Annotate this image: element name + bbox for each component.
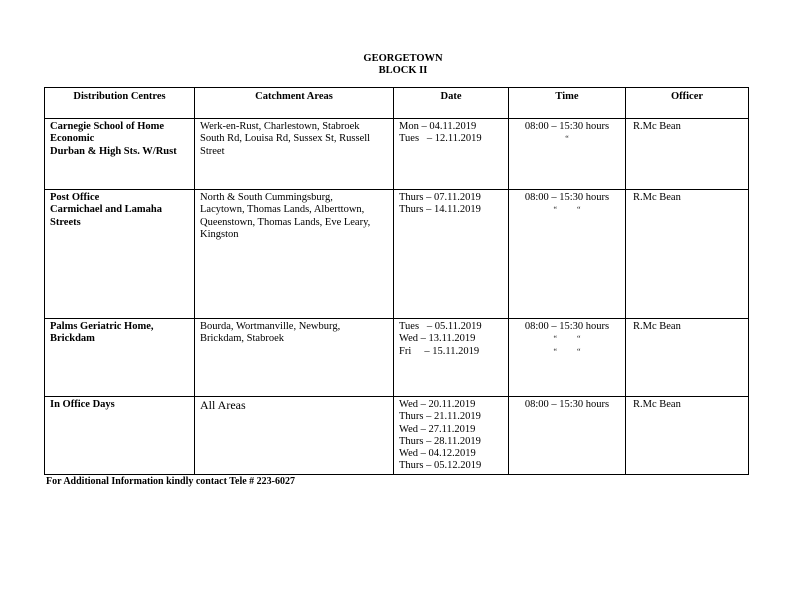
area-line: Brickdam, Stabroek <box>200 333 284 345</box>
area-line: Kingston <box>200 228 239 240</box>
date-line: Thurs – 07.11.2019 <box>399 192 481 203</box>
area-line: Queenstown, Thomas Lands, Eve Leary, <box>200 216 371 228</box>
date-line: Wed – 13.11.2019 <box>399 333 476 345</box>
date-line: Thurs – 28.11.2019 <box>399 435 481 447</box>
date-line: Mon – 04.11.2019 <box>399 121 477 132</box>
officer-cell <box>626 190 749 319</box>
area-line: Street <box>200 145 225 157</box>
area-line: Lacytown, Thomas Lands, Alberttown, <box>200 204 365 216</box>
ditto-mark: “ “ <box>553 205 581 215</box>
area-line: All Areas <box>200 398 246 412</box>
centre-line: Streets <box>50 216 81 228</box>
centre-line: Post Office <box>50 192 100 203</box>
officer-name: R.Mc Bean <box>633 192 681 203</box>
column-header-date: Date <box>394 88 509 119</box>
officer-name: R.Mc Bean <box>633 399 681 410</box>
document-subtitle: BLOCK II <box>378 65 428 76</box>
table-row <box>45 190 749 319</box>
column-header-officer: Officer <box>626 88 749 119</box>
date-line: Thurs – 14.11.2019 <box>399 204 481 216</box>
centre-line: Carmichael and Lamaha <box>50 204 163 216</box>
distribution-schedule-table <box>44 87 749 475</box>
centre-line: Economic <box>50 133 95 145</box>
catchment-areas-cell <box>195 190 394 319</box>
table-row <box>45 119 749 190</box>
distribution-centre-cell <box>45 397 195 475</box>
time-line: 08:00 – 15:30 hours <box>524 399 610 410</box>
date-line: Thurs – 05.12.2019 <box>399 460 482 472</box>
date-line: Wed – 04.12.2019 <box>399 448 476 460</box>
officer-cell <box>626 397 749 475</box>
date-line: Tues – 05.11.2019 <box>399 321 482 332</box>
officer-cell <box>626 119 749 190</box>
catchment-areas-cell <box>195 119 394 190</box>
date-cell <box>394 119 509 190</box>
document-title: GEORGETOWN <box>363 53 443 64</box>
centre-line: Carnegie School of Home <box>50 121 165 132</box>
ditto-mark: “ “ <box>553 334 581 344</box>
time-line: 08:00 – 15:30 hours <box>524 321 610 332</box>
date-cell <box>394 319 509 397</box>
contact-footer: For Additional Information kindly contact Tele # 223-6027 <box>46 476 296 487</box>
area-line: Werk-en-Rust, Charlestown, Stabroek <box>200 121 360 132</box>
time-cell <box>509 319 626 397</box>
date-line: Wed – 27.11.2019 <box>399 423 476 435</box>
column-header-distribution-centres: Distribution Centres <box>45 88 195 119</box>
officer-name: R.Mc Bean <box>633 321 681 332</box>
date-line: Tues – 12.11.2019 <box>399 133 482 145</box>
ditto-mark: “ <box>565 134 569 144</box>
time-cell <box>509 397 626 475</box>
table-header-row <box>45 88 749 119</box>
time-line: 08:00 – 15:30 hours <box>524 121 610 132</box>
table-row <box>45 397 749 475</box>
area-line: North & South Cummingsburg, <box>200 192 333 203</box>
date-cell <box>394 190 509 319</box>
distribution-centre-cell <box>45 119 195 190</box>
ditto-mark: “ “ <box>553 346 581 356</box>
time-line: 08:00 – 15:30 hours <box>524 192 610 203</box>
time-cell <box>509 190 626 319</box>
distribution-centre-cell <box>45 319 195 397</box>
area-line: Bourda, Wortmanville, Newburg, <box>200 321 341 332</box>
column-header-catchment-areas: Catchment Areas <box>195 88 394 119</box>
table-row <box>45 319 749 397</box>
centre-line: Palms Geriatric Home, <box>50 321 154 332</box>
column-header-time: Time <box>509 88 626 119</box>
area-line: South Rd, Louisa Rd, Sussex St, Russell <box>200 133 371 145</box>
date-line: Wed – 20.11.2019 <box>399 399 476 410</box>
date-line: Thurs – 21.11.2019 <box>399 411 481 423</box>
officer-name: R.Mc Bean <box>633 121 681 132</box>
distribution-centre-cell <box>45 190 195 319</box>
centre-line: In Office Days <box>50 399 115 410</box>
catchment-areas-cell <box>195 397 394 475</box>
time-cell <box>509 119 626 190</box>
centre-line: Durban & High Sts. W/Rust <box>50 145 177 157</box>
date-cell <box>394 397 509 475</box>
catchment-areas-cell <box>195 319 394 397</box>
centre-line: Brickdam <box>50 333 95 345</box>
date-line: Fri – 15.11.2019 <box>399 345 480 357</box>
officer-cell <box>626 319 749 397</box>
